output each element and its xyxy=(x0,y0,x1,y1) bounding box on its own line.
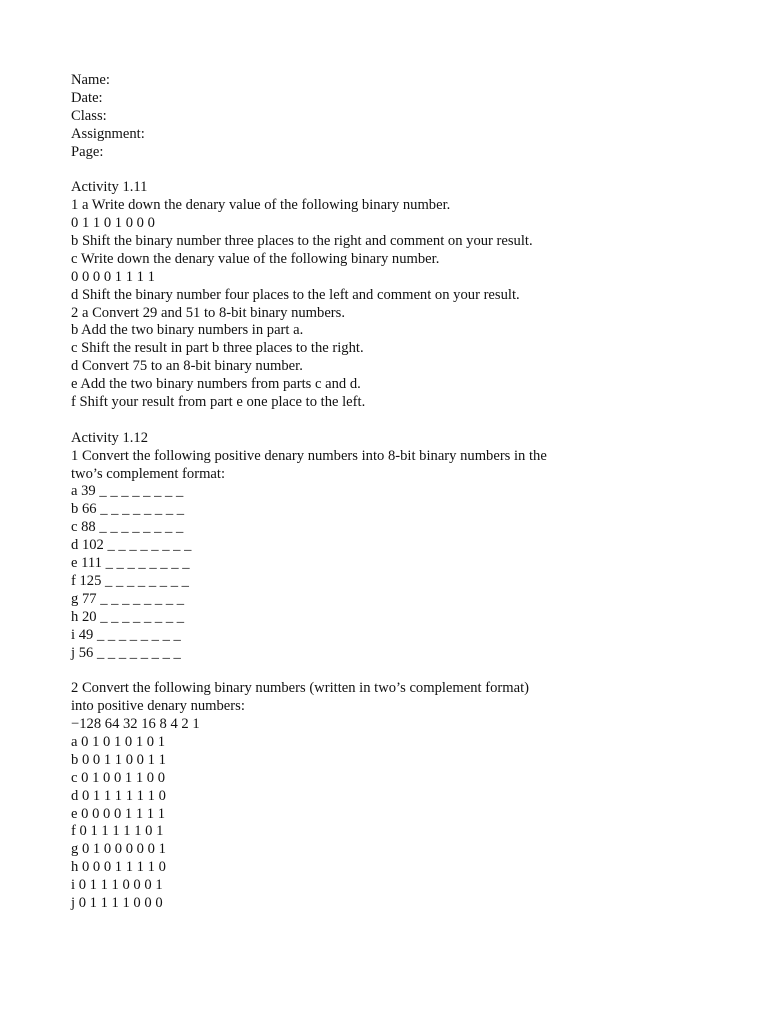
spacer xyxy=(71,161,711,179)
question-line: 1 Convert the following positive denary numbers into 8-bit binary numbers in the xyxy=(71,447,547,464)
page-label: Page: xyxy=(71,143,104,160)
binary-number: 0 1 1 0 1 0 0 0 xyxy=(71,215,155,232)
binary-item: h 0 0 0 1 1 1 1 0 xyxy=(71,859,166,876)
binary-item: c 0 1 0 0 1 1 0 0 xyxy=(71,769,166,786)
answer-item: e 111 _ _ _ _ _ _ _ _ xyxy=(71,555,190,572)
question-line: d Convert 75 to an 8-bit binary number. xyxy=(71,358,303,375)
binary-item: a 0 1 0 1 0 1 0 1 xyxy=(71,733,166,750)
question-line: d Shift the binary number four places to the left and comment on your result. xyxy=(71,286,520,303)
answer-item: j 56 _ _ _ _ _ _ _ _ xyxy=(71,644,181,661)
binary-number: 0 0 0 0 1 1 1 1 xyxy=(71,268,155,285)
answer-item: b 66 _ _ _ _ _ _ _ _ xyxy=(71,501,185,518)
question-line: 2 a Convert 29 and 51 to 8-bit binary numbers. xyxy=(71,304,345,321)
binary-item: f 0 1 1 1 1 1 0 1 xyxy=(71,823,164,840)
binary-item: b 0 0 1 1 0 0 1 1 xyxy=(71,751,166,768)
question-line: two’s complement format: xyxy=(71,465,226,482)
activity-title: Activity 1.11 xyxy=(71,179,148,196)
answer-item: a 39 _ _ _ _ _ _ _ _ xyxy=(71,483,184,500)
answer-item: c 88 _ _ _ _ _ _ _ _ xyxy=(71,519,184,536)
binary-item: e 0 0 0 0 1 1 1 1 xyxy=(71,805,166,822)
assignment-label: Assignment: xyxy=(71,125,145,142)
answer-item: d 102 _ _ _ _ _ _ _ _ xyxy=(71,537,192,554)
question-line: b Add the two binary numbers in part a. xyxy=(71,322,304,339)
worksheet xyxy=(71,72,711,913)
spacer xyxy=(71,412,711,430)
question-line: e Add the two binary numbers from parts c and d. xyxy=(71,376,361,393)
spacer xyxy=(71,662,711,680)
answer-item: i 49 _ _ _ _ _ _ _ _ xyxy=(71,626,181,643)
place-value-header: −128 64 32 16 8 4 2 1 xyxy=(71,716,200,733)
header-block xyxy=(71,72,711,161)
answer-item: g 77 _ _ _ _ _ _ _ _ xyxy=(71,590,185,607)
question-line: b Shift the binary number three places to the right and comment on your result. xyxy=(71,233,533,250)
question-line: f Shift your result from part e one place to the left. xyxy=(71,394,366,411)
question-line: 2 Convert the following binary numbers (written in two’s complement format) xyxy=(71,680,529,697)
binary-item: d 0 1 1 1 1 1 1 0 xyxy=(71,787,166,804)
activity-1-11 xyxy=(71,179,711,412)
question-line: into positive denary numbers: xyxy=(71,698,245,715)
answer-item: f 125 _ _ _ _ _ _ _ _ xyxy=(71,572,189,589)
activity-1-12 xyxy=(71,430,711,913)
name-label: Name: xyxy=(71,72,110,88)
question-line: 1 a Write down the denary value of the following binary number. xyxy=(71,197,451,214)
question-line: c Write down the denary value of the following binary number. xyxy=(71,250,440,267)
binary-item: j 0 1 1 1 1 0 0 0 xyxy=(71,894,163,911)
question-line: c Shift the result in part b three places to the right. xyxy=(71,340,364,357)
answer-item: h 20 _ _ _ _ _ _ _ _ xyxy=(71,608,185,625)
binary-item: g 0 1 0 0 0 0 0 1 xyxy=(71,841,166,858)
activity-title: Activity 1.12 xyxy=(71,429,149,446)
binary-item: i 0 1 1 1 0 0 0 1 xyxy=(71,877,163,894)
class-label: Class: xyxy=(71,107,107,124)
date-label: Date: xyxy=(71,89,103,106)
